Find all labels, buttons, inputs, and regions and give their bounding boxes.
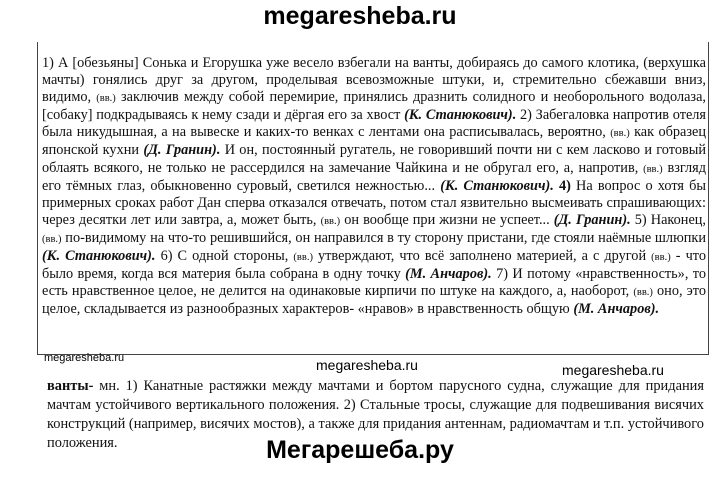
author-citation: (М. Анчаров). (573, 301, 660, 318)
site-title: megaresheba.ru (263, 2, 457, 30)
vv-mark: (вв.) (610, 128, 630, 140)
footer-title: Мегарешеба.ру (266, 436, 454, 464)
exercise-text (42, 55, 706, 318)
watermark: megaresheba.ru (44, 352, 125, 364)
text-part: - что было время, когда вся материя была собрана в одну точку (42, 248, 706, 283)
vv-mark: (вв.) (320, 215, 341, 227)
text-part: взгляд его тёмных глаз, обыкновенно суровый, светился нежностью... (42, 159, 706, 194)
text-part: 2) Забегаловка напротив отеля была никудышная, а на вывеске и каких-то венках с лентами она расписывалась, вероятно, (42, 107, 707, 141)
author-citation: (Д. Гранин). (143, 142, 221, 159)
watermark: megaresheba.ru (562, 362, 664, 378)
vv-mark: (вв.) (633, 287, 653, 299)
text-part: 1) А [обезьяны] Сонька и Егорушка уже весело взбегали на ванты, добираясь до самого клотика, (верхушка мачты) гонялись друг за другом, проделывая всевозможные штуки, и, стремительно сбежавши вниз, видимо, (42, 55, 706, 106)
author-citation: (Д. Гранин). (553, 211, 631, 228)
watermark: megaresheba.ru (316, 357, 418, 373)
definition-term: ванты- (47, 378, 94, 394)
author-citation: (К. Станюкович). (42, 248, 156, 265)
vv-mark: (вв.) (651, 252, 671, 264)
vv-mark: (вв.) (643, 163, 663, 175)
definition-body: мн. 1) Канатные растяжки между мачтами и бортом парусного судна, служащие для придания мачтам устойчивого вертикального положения. 2) Стальные тросы, служащие для подвешивания висячих конструкций (например, висячих мостов), а также для придания антеннам, радиомачтам и т.п. устойчивого положения. (47, 378, 704, 451)
vv-mark: (вв.) (293, 252, 313, 264)
text-part: 5) Наконец, (630, 211, 707, 228)
text-part: 7) И потому «нравственность», то есть нравственное целое, не делится на одинаковые кирпичи по штуке на каждого, а, наоборот, (42, 266, 706, 300)
text-part: оно, это целое, складывается из разнообразных характеров- «нравов» в нравственность общую (42, 283, 707, 318)
text-part: как образец японской кухни (42, 124, 707, 159)
text-part: утверждают, что всё заполнено материей, а с другой (312, 248, 652, 265)
vv-mark: (вв.) (42, 233, 62, 245)
text-part: 6) С одной стороны, (155, 248, 294, 265)
author-citation: (К. Станюкович). (404, 107, 517, 124)
author-citation: (К. Станюкович). (440, 177, 554, 194)
text-part: И он, постоянный ругатель, не говоривший почти ни с кем ласково и готовый облаять всякого, не только не рассердился на замечание Чайкина и не обругал его, а, напротив, (42, 142, 706, 176)
author-citation: (М. Анчаров). (405, 266, 492, 283)
item-number: 4) (553, 177, 571, 194)
text-part: На вопрос о хотя бы примерных сроках работ Дан сперва отказался отвечать, потом стал язвительно высмеивать спрашивающих: через десятки лет или завтра, а, может быть, (42, 177, 706, 228)
text-part: заключив между собой перемирие, принялись дразнить солидного и необорольного водолаза, [собаку] подкрадываясь к нему сзади и дёргая его за хвост (42, 89, 706, 124)
text-part: он вообще при жизни не успеет... (340, 211, 554, 228)
vv-mark: (вв.) (96, 93, 116, 105)
text-part: по-видимому на что-то решившийся, он направился в ту сторону пристани, где стояли наёмные шлюпки (61, 229, 706, 246)
